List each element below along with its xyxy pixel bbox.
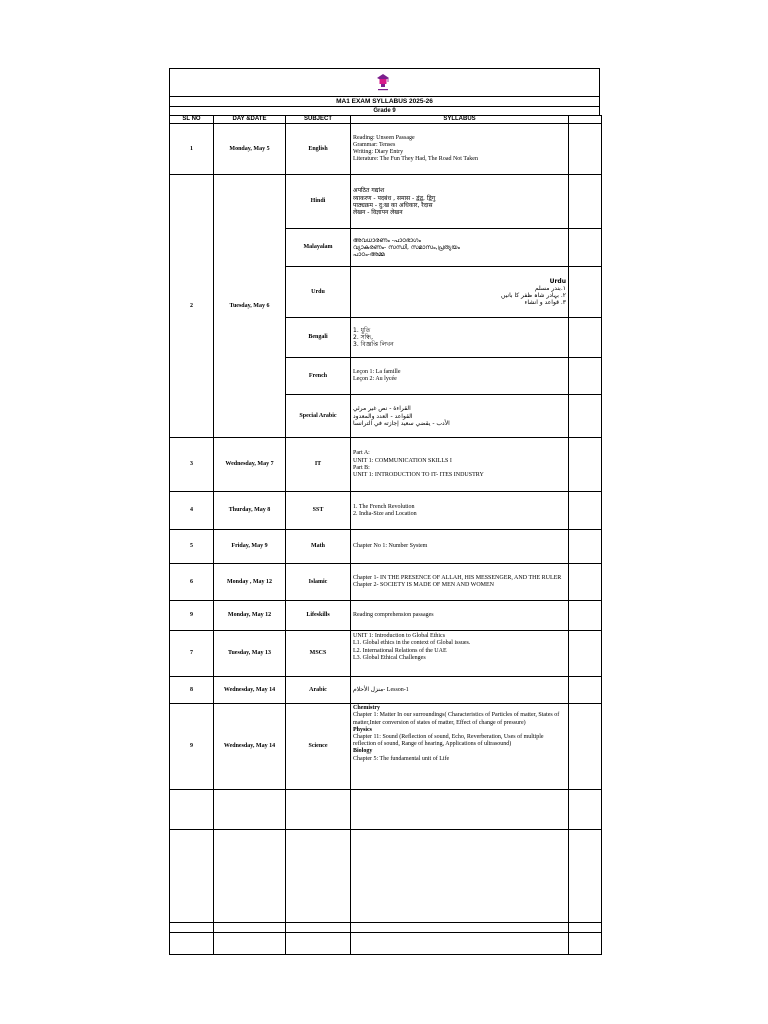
syllabus-line: Chapter 5: The fundamental unit of Life xyxy=(353,755,450,762)
blank-cell xyxy=(214,923,286,933)
syllabus-line: पाठ्यक्रम - दु:ख का अधिकार, रैदास xyxy=(353,201,433,209)
blank-cell xyxy=(286,933,351,955)
empty-row xyxy=(170,923,602,933)
sl-no: 9 xyxy=(170,601,214,631)
sl-no: 6 xyxy=(170,564,214,601)
blank-cell xyxy=(170,830,214,923)
syllabus xyxy=(351,564,569,601)
table-row-english xyxy=(170,124,602,175)
page-title: MA1 EXAM SYLLABUS 2025-26 xyxy=(169,96,600,106)
table-row-sst xyxy=(170,492,602,530)
blank-cell xyxy=(214,790,286,830)
blank-cell xyxy=(214,830,286,923)
blank-cell xyxy=(351,923,569,933)
syllabus-line: L1. Global ethics in the context of Global issues. xyxy=(353,640,471,647)
syllabus xyxy=(351,124,569,175)
subject: English xyxy=(286,124,351,175)
blank-cell xyxy=(170,933,214,955)
syllabus-line: अपठित गद्यांश xyxy=(353,187,385,195)
syllabus-line: ۱.بندر مسلم xyxy=(534,285,566,292)
table-row-math xyxy=(170,530,602,564)
blank-cell xyxy=(569,267,602,318)
empty-row xyxy=(170,790,602,830)
syllabus-table xyxy=(169,115,602,955)
blank-cell xyxy=(286,830,351,923)
sl-no: 9 xyxy=(170,704,214,790)
syllabus-line: الأدب - يقضي سعيد إجازته في الترانسا xyxy=(353,419,450,427)
table-row-mscs xyxy=(170,631,602,677)
day-date: Tuesday, May 13 xyxy=(214,631,286,677)
syllabus-line: Literature: The Fun They Had, The Road Not Taken xyxy=(353,156,478,163)
blank-cell xyxy=(569,790,602,830)
blank-cell xyxy=(569,631,602,677)
day-date: Tuesday, May 6 xyxy=(214,175,286,438)
subject: Math xyxy=(286,530,351,564)
subject: Hindi xyxy=(286,175,351,229)
table-row-it xyxy=(170,438,602,492)
header-day-date: DAY &DATE xyxy=(214,116,286,124)
syllabus xyxy=(351,438,569,492)
blank-cell xyxy=(569,601,602,631)
syllabus-line: Chapter 1- IN THE PRESENCE OF ALLAH, HIS MESSENGER, AND THE RULER xyxy=(353,575,562,581)
table-row-lifeskills xyxy=(170,601,602,631)
day-date: Monday , May 12 xyxy=(214,564,286,601)
syllabus-line: ۳. قواعد و انشاء xyxy=(524,299,566,307)
syllabus-line: Chapter No 1: Number System xyxy=(353,543,428,550)
subject: Urdu xyxy=(286,267,351,318)
section-heading: Chemistry xyxy=(353,705,380,712)
syllabus xyxy=(351,229,569,267)
syllabus xyxy=(351,530,569,564)
syllabus-line: UNIT 1: INTRODUCTION TO IT- ITES INDUSTRY xyxy=(353,471,484,478)
subject: Arabic xyxy=(286,677,351,704)
syllabus-line: UNIT 1: COMMUNICATION SKILLS I xyxy=(353,457,452,464)
table-row-science xyxy=(170,704,602,790)
day-date: Wednesday, May 7 xyxy=(214,438,286,492)
subject: Bengali xyxy=(286,318,351,358)
blank-cell xyxy=(569,564,602,601)
syllabus-sheet xyxy=(169,68,600,955)
syllabus xyxy=(351,492,569,530)
blank-cell xyxy=(569,229,602,267)
blank-cell xyxy=(351,790,569,830)
blank-cell xyxy=(569,923,602,933)
syllabus-line: Chapter 2- SOCIETY IS MADE OF MEN AND WOMEN xyxy=(353,582,494,589)
header-sl-no: SL NO xyxy=(170,116,214,124)
syllabus xyxy=(351,395,569,438)
header-syllabus: SYLLABUS xyxy=(351,116,569,124)
blank-cell xyxy=(351,933,569,955)
blank-cell xyxy=(286,790,351,830)
blank-cell xyxy=(569,704,602,790)
blank-cell xyxy=(569,318,602,358)
subject: SST xyxy=(286,492,351,530)
syllabus-line: 3. বিজ্ঞপ্তি লিখন xyxy=(353,341,394,349)
syllabus-line: Part B: xyxy=(353,464,370,471)
sl-no: 8 xyxy=(170,677,214,704)
empty-row xyxy=(170,830,602,923)
blank-cell xyxy=(286,923,351,933)
blank-cell xyxy=(351,830,569,923)
syllabus-line: UNIT 1: Introduction to Global Ethics xyxy=(353,633,446,640)
day-date: Friday, May 9 xyxy=(214,530,286,564)
syllabus-line: Reading: Unseen Passage xyxy=(353,134,415,141)
syllabus-line: Urdu xyxy=(549,277,566,285)
syllabus xyxy=(351,631,569,677)
syllabus-line: Writing: Diary Entry xyxy=(353,149,404,156)
table-header-row xyxy=(170,116,602,124)
syllabus xyxy=(351,267,569,318)
blank-cell xyxy=(569,530,602,564)
syllabus-line: ۲. بہادر شاہ ظفر کا بانیں xyxy=(501,292,566,300)
subject: Special Arabic xyxy=(286,395,351,438)
day-date: Monday, May 5 xyxy=(214,124,286,175)
blank-cell xyxy=(569,492,602,530)
sl-no: 2 xyxy=(170,175,214,438)
syllabus-line: അവധാരണം -പാഠഭാഗം xyxy=(353,236,421,244)
section-heading: Biology xyxy=(353,748,373,755)
syllabus-line: Part A: xyxy=(353,450,370,457)
grade-label: Grade 9 xyxy=(169,106,600,115)
syllabus-line: Reading comprehension passages xyxy=(353,612,434,619)
subject: MSCS xyxy=(286,631,351,677)
syllabus xyxy=(351,704,569,790)
syllabus-line: L3. Global Ethical Challenges xyxy=(353,654,426,661)
syllabus-line: Leçon 2: Au lycée xyxy=(353,376,397,383)
day-date: Wednesday, May 14 xyxy=(214,677,286,704)
syllabus-line: القراءة - نص غير مرئي xyxy=(353,405,411,413)
syllabus xyxy=(351,677,569,704)
syllabus-line: Leçon 1: La famille xyxy=(353,369,401,375)
sl-no: 1 xyxy=(170,124,214,175)
syllabus-line: منزل الأحلام- Lesson-1 xyxy=(353,686,409,693)
syllabus-line: 1. The French Revolution xyxy=(353,503,415,510)
sl-no: 3 xyxy=(170,438,214,492)
syllabus-line: व्याकरण - पदबंध , समास - द्वंद्व, द्विगु xyxy=(353,194,436,202)
syllabus xyxy=(351,601,569,631)
day-date: Thurday, May 8 xyxy=(214,492,286,530)
blank-cell xyxy=(569,358,602,395)
day-date: Monday, May 12 xyxy=(214,601,286,631)
section-heading: Physics xyxy=(353,726,373,733)
subject: Islamic xyxy=(286,564,351,601)
blank-cell xyxy=(170,790,214,830)
school-logo-icon xyxy=(376,72,390,92)
blank-cell xyxy=(569,677,602,704)
subject: Science xyxy=(286,704,351,790)
syllabus-line: 1. ধুতি xyxy=(353,326,371,334)
blank-cell xyxy=(569,395,602,438)
day-date: Wednesday, May 14 xyxy=(214,704,286,790)
syllabus-line: L2. International Relations of the UAE xyxy=(353,647,447,654)
subject: French xyxy=(286,358,351,395)
blank-cell xyxy=(214,933,286,955)
syllabus-line: Chapter 1: Matter In our surroundings( Characteristics of Particles of matter, States of matter,Inter conversion of states of matter, Effect of change of pressure) xyxy=(353,712,560,726)
sl-no: 7 xyxy=(170,631,214,677)
syllabus-line: വ്യാകരണം- സന്ധി, സമാസം,പ്രത്യയം xyxy=(353,244,460,252)
table-row-hindi xyxy=(170,175,602,229)
syllabus-line: 2. সন্ধি, xyxy=(353,334,373,342)
blank-cell xyxy=(170,923,214,933)
header-blank xyxy=(569,116,602,124)
syllabus xyxy=(351,358,569,395)
blank-cell xyxy=(569,124,602,175)
sl-no: 5 xyxy=(170,530,214,564)
header-subject: SUBJECT xyxy=(286,116,351,124)
subject: Malayalam xyxy=(286,229,351,267)
sl-no: 4 xyxy=(170,492,214,530)
syllabus-line: 2. India-Size and Location xyxy=(353,510,417,517)
syllabus-line: Grammar: Tenses xyxy=(353,142,396,148)
logo-row xyxy=(169,68,600,96)
empty-row xyxy=(170,933,602,955)
blank-cell xyxy=(569,933,602,955)
blank-cell xyxy=(569,175,602,229)
syllabus-line: പാഠം-അമ്മ xyxy=(353,251,385,259)
table-row-arabic xyxy=(170,677,602,704)
blank-cell xyxy=(569,830,602,923)
syllabus-line: Chapter 11: Sound (Reflection of sound, Echo, Reverberation, Uses of multiple reflection of sound, Range of hearing, Applications of ultrasound) xyxy=(353,734,544,748)
syllabus xyxy=(351,318,569,358)
subject: IT xyxy=(286,438,351,492)
subject: Lifeskills xyxy=(286,601,351,631)
syllabus xyxy=(351,175,569,229)
syllabus-line: लेखन - विज्ञापन लेखन xyxy=(353,208,403,216)
blank-cell xyxy=(569,438,602,492)
syllabus-line: القواعد - العدد والمعدود xyxy=(353,412,413,420)
table-row-islamic xyxy=(170,564,602,601)
